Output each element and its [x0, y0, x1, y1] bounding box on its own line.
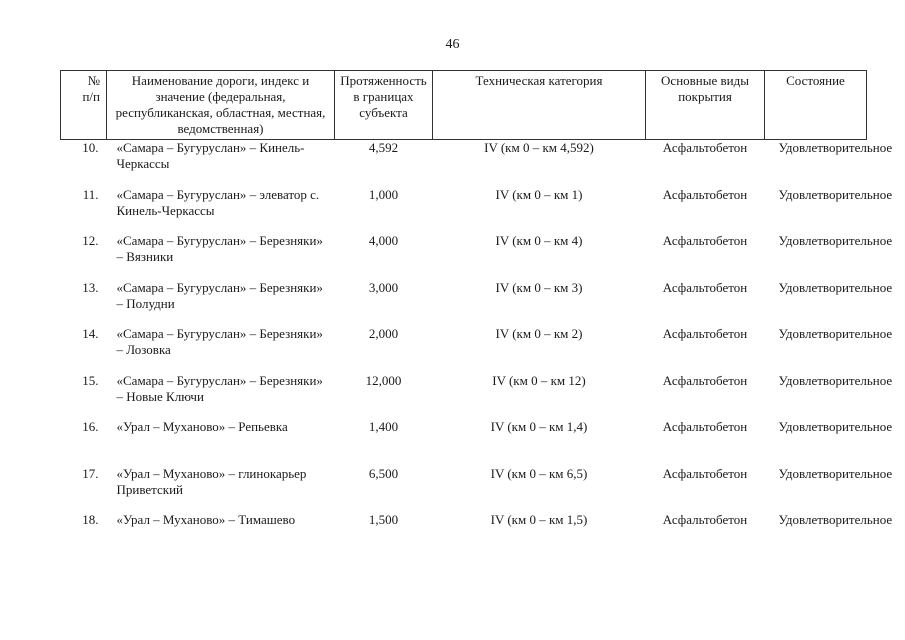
page-number: 46 [445, 37, 460, 52]
coverage-type: Асфальтобетон [662, 465, 748, 481]
road-name: «Урал – Муханово» – Репьевка [116, 419, 288, 434]
road-state: Удовлетворительное [778, 186, 893, 202]
row-number: 14. [82, 326, 99, 341]
row-number: 13. [82, 279, 99, 295]
header-road-name: Наименование дороги, индекс и значение (федеральная, республиканская, областная, местная, ведомственная) [107, 71, 335, 140]
table-row [61, 140, 867, 187]
coverage-type: Асфальтобетон [662, 419, 748, 434]
table-row [61, 373, 867, 420]
road-state: Удовлетворительное [778, 326, 893, 341]
road-state: Удовлетворительное [778, 279, 893, 295]
header-state: Состояние [765, 71, 867, 140]
row-number: 18. [82, 512, 99, 527]
row-number: 12. [82, 233, 99, 248]
row-number: 10. [82, 140, 99, 155]
technical-category: IV (км 0 – км 3) [495, 279, 583, 295]
table-row [61, 512, 867, 559]
road-length: 12,000 [365, 372, 402, 388]
road-name: «Самара – Бугуруслан» – Березняки» – Полудни [116, 279, 323, 311]
road-name: «Самара – Бугуруслан» – Березняки» – Вязники [116, 233, 323, 264]
header-number: № п/п [61, 71, 107, 140]
coverage-type: Асфальтобетон [662, 326, 748, 341]
coverage-type: Асфальтобетон [662, 233, 748, 248]
road-length: 3,000 [368, 279, 399, 295]
road-name: «Самара – Бугуруслан» – Кинель-Черкассы [116, 140, 305, 171]
row-number: 16. [82, 419, 99, 434]
header-category: Техническая категория [433, 71, 646, 140]
coverage-type: Асфальтобетон [662, 372, 748, 388]
road-state: Удовлетворительное [778, 140, 893, 155]
technical-category: IV (км 0 – км 1,4) [490, 419, 588, 434]
road-length: 4,000 [368, 233, 399, 248]
road-state: Удовлетворительное [778, 465, 893, 481]
road-length: 1,000 [368, 186, 399, 202]
road-name: «Урал – Муханово» – Тимашево [116, 512, 296, 527]
table-row [61, 280, 867, 327]
technical-category: IV (км 0 – км 4) [495, 233, 583, 248]
road-name: «Самара – Бугуруслан» – Березняки» – Новые Ключи [116, 372, 323, 404]
table-row [61, 233, 867, 280]
road-length: 4,592 [368, 140, 399, 155]
coverage-type: Асфальтобетон [662, 279, 748, 295]
row-number: 15. [82, 372, 99, 388]
coverage-type: Асфальтобетон [662, 186, 748, 202]
road-state: Удовлетворительное [778, 372, 893, 388]
technical-category: IV (км 0 – км 6,5) [490, 465, 588, 481]
technical-category: IV (км 0 – км 1,5) [490, 512, 588, 527]
road-name: «Урал – Муханово» – глинокарьер Приветский [116, 465, 307, 497]
technical-category: IV (км 0 – км 12) [492, 372, 586, 388]
road-length: 1,400 [368, 419, 399, 434]
row-number: 11. [82, 186, 99, 202]
table-header-row [61, 71, 867, 140]
table-row [61, 326, 867, 373]
road-length: 2,000 [368, 326, 399, 341]
roads-table [60, 70, 893, 559]
table-row [61, 187, 867, 234]
coverage-type: Асфальтобетон [662, 140, 748, 155]
coverage-type: Асфальтобетон [662, 512, 748, 527]
road-name: «Самара – Бугуруслан» – элеватор с. Кинель-Черкассы [116, 186, 320, 218]
table-row [61, 419, 867, 466]
row-number: 17. [82, 465, 99, 481]
road-state: Удовлетворительное [778, 233, 893, 248]
technical-category: IV (км 0 – км 2) [495, 326, 583, 341]
road-length: 1,500 [368, 512, 399, 527]
road-state: Удовлетворительное [778, 419, 893, 434]
technical-category: IV (км 0 – км 1) [495, 186, 583, 202]
header-coverage: Основные виды покрытия [646, 71, 765, 140]
road-state: Удовлетворительное [778, 512, 893, 527]
technical-category: IV (км 0 – км 4,592) [484, 140, 594, 155]
road-name: «Самара – Бугуруслан» – Березняки» – Лозовка [116, 326, 323, 357]
header-length: Протяженность в границах субъекта [335, 71, 433, 140]
table-row [61, 466, 867, 513]
road-length: 6,500 [368, 465, 399, 481]
